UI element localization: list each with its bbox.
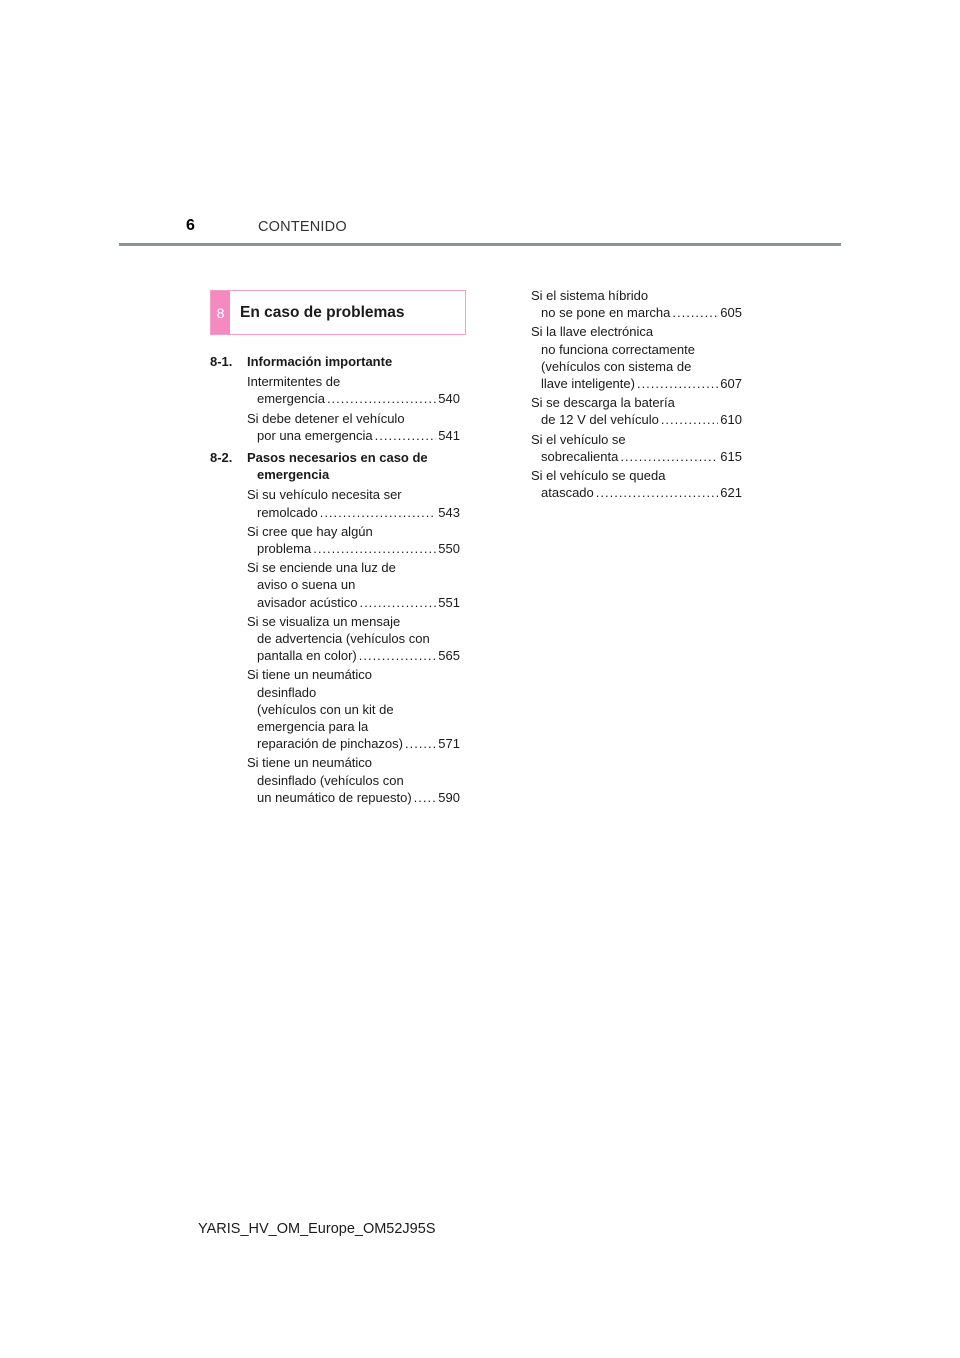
toc-entry[interactable] [531,323,742,392]
toc-right-column [531,287,742,503]
page-reference: 605 [720,305,742,321]
entry-line: no funciona correctamente [541,341,695,357]
toc-entry[interactable] [247,613,460,665]
chapter-number-tab: 8 [211,291,230,334]
page-reference: 540 [438,391,460,407]
dot-leader [596,484,719,501]
dot-leader [661,411,718,428]
entry-line: Si el sistema híbrido [531,288,649,303]
entry-line: (vehículos con un kit de [257,701,394,717]
section-title-line: emergencia [257,467,330,483]
entry-line: Si la llave electrónica [531,324,654,340]
entry-line: Si debe detener el vehículo [247,410,405,426]
dot-leader [327,390,436,407]
toc-entry[interactable] [247,373,460,407]
entry-line: Si cree que hay algún [247,523,373,539]
section-title: Información importante [247,354,393,369]
dot-leader [359,594,436,611]
dot-leader [320,504,437,521]
footer-document-id: YARIS_HV_OM_Europe_OM52J95S [198,1221,436,1237]
entry-text: reparación de pinchazos) [257,736,403,752]
page-reference: 590 [438,789,460,805]
running-header-title: CONTENIDO [258,219,347,235]
page-reference: 550 [438,541,460,557]
entry-last-line [247,427,460,444]
toc-entry[interactable] [247,559,460,611]
entry-last-line [247,735,460,752]
entry-text: problema [257,541,312,557]
entry-text: no se pone en marcha [541,305,671,321]
section-number: 8-2. [210,450,233,466]
toc-left-column [210,353,460,808]
entry-text: pantalla en color) [257,648,357,664]
entry-line: Si el vehículo se queda [531,468,666,484]
entry-last-line [531,448,742,465]
entry-last-line [531,375,742,392]
toc-entry[interactable] [531,394,742,428]
entry-line: aviso o suena un [257,577,356,593]
entry-last-line [247,647,460,664]
section-heading [210,449,460,483]
page-reference: 541 [438,427,460,443]
entry-last-line [531,484,742,501]
section-heading [210,353,460,370]
toc-entry[interactable] [247,486,460,520]
entry-last-line [247,540,460,557]
toc-entry[interactable] [247,754,460,806]
entry-line: Si su vehículo necesita ser [247,487,402,503]
page-reference: 607 [720,376,742,392]
entry-line: emergencia para la [257,719,369,735]
entry-text: emergencia [257,391,325,407]
page-reference: 615 [720,448,742,464]
section-title [247,449,460,483]
entry-text: llave inteligente) [541,376,635,392]
entry-text: atascado [541,485,594,501]
dot-leader [405,735,436,752]
dot-leader [637,375,718,392]
dot-leader [672,304,718,321]
entry-line: de advertencia (vehículos con [257,631,430,647]
dot-leader [375,427,437,444]
entry-line: Si tiene un neumático [247,755,373,771]
entry-last-line [247,504,460,521]
toc-entry[interactable] [247,666,460,752]
page-reference: 551 [438,594,460,610]
entry-last-line [531,411,742,428]
page-reference: 610 [720,412,742,428]
entry-text: por una emergencia [257,427,373,443]
entry-line: Si se enciende una luz de [247,560,396,576]
dot-leader [359,647,437,664]
entry-line: Si se descarga la batería [531,395,675,411]
entry-last-line [247,390,460,407]
entry-text: avisador acústico [257,594,358,610]
entry-last-line [247,594,460,611]
entry-text: un neumático de repuesto) [257,789,412,805]
dot-leader [313,540,436,557]
chapter-heading-box [210,290,466,335]
page-reference: 565 [438,648,460,664]
entry-line: Si el vehículo se [531,431,626,447]
page-reference: 571 [438,736,460,752]
page-reference: 621 [720,485,742,501]
entry-text: sobrecalienta [541,448,619,464]
entry-line: desinflado [257,684,317,700]
section-title-line: Pasos necesarios en caso de [247,450,428,466]
header-rule [119,243,841,246]
toc-entry[interactable] [247,523,460,557]
dot-leader [414,789,437,806]
toc-entry[interactable] [247,410,460,444]
entry-last-line [531,304,742,321]
entry-line: Si se visualiza un mensaje [247,613,401,629]
page-reference: 543 [438,504,460,520]
entry-line: (vehículos con sistema de [541,358,692,374]
section-number: 8-1. [210,354,233,369]
chapter-title: En caso de problemas [240,303,405,321]
entry-line: Si tiene un neumático [247,667,373,683]
entry-line: desinflado (vehículos con [257,772,404,788]
entry-last-line [247,789,460,806]
toc-entry[interactable] [531,467,742,501]
entry-text: de 12 V del vehículo [541,412,659,428]
toc-entry[interactable] [531,287,742,321]
page-number: 6 [186,217,195,234]
dot-leader [620,448,718,465]
entry-line: Intermitentes de [247,374,341,390]
toc-entry[interactable] [531,431,742,465]
entry-text: remolcado [257,504,318,520]
